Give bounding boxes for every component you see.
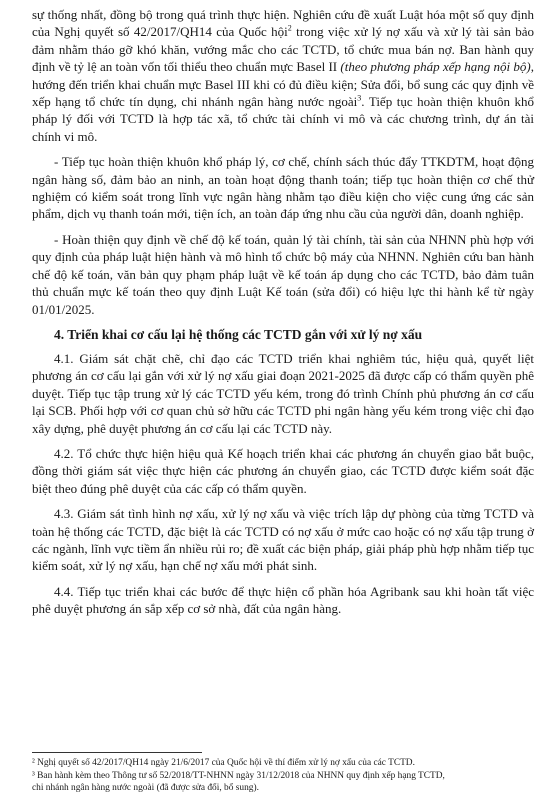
paragraph-accounting: - Hoàn thiện quy định về chế độ kế toán, quản lý tài chính, tài sản của NHNN phù hợp với quy định của pháp luật hiện hành và mô hình tổ chức bộ máy của NHNN. Nghiên cứu ban hành chế độ kế toán, văn bản quy phạm pháp luật về kế toán áp dụng cho các TCTD, bảo đảm tuân thủ chuẩn mực kế toán theo quy định Luật Kế toán (sửa đổi) có hiệu lực thi hành kể từ ngày 01/01/2025. <box>32 231 534 317</box>
footnote-ref-3[interactable]: 3 <box>357 93 362 103</box>
paragraph-4-1: 4.1. Giám sát chặt chẽ, chỉ đạo các TCTD triển khai nghiêm túc, hiệu quả, quyết liệt phương án cơ cấu lại gắn với xử lý nợ xấu giai đoạn 2021-2025 đã được cấp có thẩm quyền phê duyệt. Tiếp tục tập trung xử lý các TCTD yếu kém, trong đó trình Chính phủ phương án cơ cấu lại SCB. Phối hợp với cơ quan chủ sở hữu các TCTD phi ngân hàng yếu kém trong việc chỉ đạo xây dựng, phê duyệt phương án cơ cấu lại các TCTD này. <box>32 350 534 436</box>
paragraph-payments: - Tiếp tục hoàn thiện khuôn khổ pháp lý, cơ chế, chính sách thúc đẩy TTKDTM, hoạt động ngân hàng số, đảm bảo an ninh, an toàn hoạt động thanh toán; tiếp tục hoàn thiện cơ chế thử nghiệm có kiểm soát trong lĩnh vực ngân hàng nhằm tạo điều kiện cho việc cung ứng các sản phẩm, dịch vụ thanh toán mới, tiện ích, an toàn đáp ứng nhu cầu của người dân, doanh nghiệp. <box>32 154 534 222</box>
paragraph-4-4: 4.4. Tiếp tục triển khai các bước để thực hiện cổ phần hóa Agribank sau khi hoàn tất việc phê duyệt phương án sắp xếp cơ sở nhà, đất của ngân hàng. <box>32 583 534 617</box>
footnote-ref-2[interactable]: 2 <box>287 24 292 34</box>
text-run: trong việc xử lý nợ xấu và xử lý tài sản bảo đảm nhằm tháo gỡ khó khăn, vướng mắc cho các TCTD, tổ chức mua bán nợ. Ban hành quy định về tỷ lệ an toàn vốn tối thiểu theo chuẩn mực Basel II <box>32 24 534 75</box>
paragraph-legal-framework <box>32 6 534 145</box>
footnote-divider <box>32 752 202 753</box>
section-heading-4: 4. Triển khai cơ cấu lại hệ thống các TCTD gắn với xử lý nợ xấu <box>54 326 423 342</box>
paragraph-4-3: 4.3. Giám sát tình hình nợ xấu, xử lý nợ xấu và việc trích lập dự phòng của từng TCTD và toàn hệ thống các TCTD, đặc biệt là các TCTD có nợ xấu ở mức cao hoặc có nợ xấu tập trung ở các ngành, lĩnh vực tiềm ẩn nhiều rủi ro; đề xuất các biện pháp, giải pháp phù hợp nhằm tiếp tục kiểm soát, xử lý nợ xấu, hạn chế nợ xấu mới phát sinh. <box>32 506 534 574</box>
italic-text-run: (theo phương pháp xếp hạng nội bộ) <box>340 59 531 75</box>
footnotes <box>32 752 534 795</box>
text-run: , hướng đến triển khai chuẩn mực Basel III khi có đủ điều kiện; Sửa đổi, bổ sung các quy định về xếp hạng tổ chức tín dụng, chi nhánh ngân hàng nước ngoài <box>32 59 534 110</box>
paragraph-4-2: 4.2. Tổ chức thực hiện hiệu quả Kế hoạch triển khai các phương án chuyển giao bắt buộc, đồng thời giám sát việc thực hiện các phương án chuyển giao, các TCTD được kiểm soát đặc biệt theo đúng phê duyệt của các cấp có thẩm quyền. <box>32 445 534 496</box>
footnote-2: ² Nghị quyết số 42/2017/QH14 ngày 21/6/2017 của Quốc hội về thí điểm xử lý nợ xấu của các TCTD. <box>32 758 415 768</box>
text-run: sự thống nhất, đồng bộ trong quá trình thực hiện. Nghiên cứu đề xuất Luật hóa một số quy định của Nghị quyết số 42/2017/QH14 của Quốc hội <box>32 7 534 40</box>
text-run: . Tiếp tục hoàn thiện khuôn khổ pháp lý đối với TCTD là hợp tác xã, tổ chức tài chính vi mô và các chương trình, dự án tài chính vi mô. <box>32 94 534 144</box>
footnote-3-line-2: chi nhánh ngân hàng nước ngoài (đã được sửa đổi, bổ sung). <box>32 783 259 793</box>
footnote-3-line-1: ³ Ban hành kèm theo Thông tư số 52/2018/TT-NHNN ngày 31/12/2018 của NHNN quy định xếp hạng TCTD, <box>32 770 445 781</box>
